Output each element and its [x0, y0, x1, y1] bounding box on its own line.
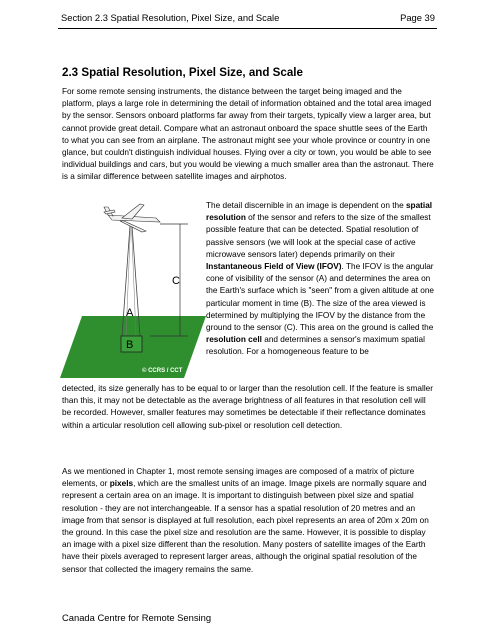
term-resolution-cell: resolution cell	[206, 335, 262, 345]
pixel-paragraph	[62, 466, 435, 576]
label-b: B	[126, 339, 134, 351]
header-page-number: Page 39	[400, 12, 435, 23]
term-ifov: Instantaneous Field of View (IFOV)	[206, 262, 342, 272]
term-spatial-resolution: spatial resolution	[206, 201, 433, 223]
text-run: The detail discernible in an image is dependent on the	[206, 201, 406, 210]
intro-paragraph: For some remote sensing instruments, the distance between the target being imaged and the platform, plays a large role in determining the detail of information obtained and the total area imaged by the sensor. Sensors onboard platforms far away from their targets, typically view a larger area, but cannot provide great detail. Compare what an astronaut onboard the space shuttle sees of the Earth to what you can see from an airplane. The astronaut might see your whole province or country in one glance, but couldn't distinguish individual houses. Flying over a city or town, you would be able to see individual buildings and cars, but you would be viewing a much smaller area than the astronaut. There is a similar difference between satellite images and airphotos.	[62, 87, 434, 182]
header-rule	[58, 28, 437, 29]
text-run: As we mentioned in Chapter 1, most remote sensing images are composed of a matrix of picture elements, or	[62, 467, 415, 489]
label-a: A	[126, 307, 134, 319]
figure-credit: © CCRS / CCT	[142, 368, 183, 374]
term-pixels: pixels	[109, 479, 134, 489]
ifov-diagram	[60, 198, 206, 388]
page-footer: Canada Centre for Remote Sensing	[62, 612, 212, 623]
section-title: 2.3 Spatial Resolution, Pixel Size, and Scale	[62, 66, 303, 79]
text-run: and determines a sensor's maximum spatial resolution. For a homogeneous feature to be	[206, 335, 425, 357]
page-header	[61, 12, 435, 26]
header-section: Section 2.3 Spatial Resolution, Pixel Size, and Scale	[61, 12, 280, 23]
text-run: of the sensor and refers to the size of the smallest possible feature that can be detected. Spatial resolution of passive sensors (we will look at the special case of active microwave sensors later) depends primarily on their	[206, 213, 431, 259]
label-c: C	[172, 275, 180, 287]
ifov-diagram-svg	[60, 198, 206, 388]
text-run: , which are the smallest units of an image. Image pixels are normally square and represent a certain area on an image. It is important to distinguish between pixel size and spatial resolution - they are not interchangeable. If a sensor has a spatial resolution of 20 metres and an image from that sensor is displayed at full resolution, each pixel represents an area of 20m x 20m on the ground. In this case the pixel size and resolution are the same. However, it is possible to display an image with a pixel size different than the resolution. Many posters of satellite images of the Earth have their pixels averaged to represent larger areas, although the original spatial resolution of the sensor that collected the imagery remains the same.	[62, 479, 429, 574]
resolution-paragraph	[206, 200, 436, 359]
text-run: . The IFOV is the angular cone of visibility of the sensor (A) and determines the area on the Earth's surface which is "seen" from a given altitude at one particular moment in time (B). The size of the area viewed is determined by multiplying the IFOV by the distance from the ground to the sensor (C). This area on the ground is called the	[206, 262, 435, 333]
resolution-paragraph-continued: detected, its size generally has to be equal to or larger than the resolution cell. If the feature is smaller than this, it may not be detectable as the average brightness of all features in that resolution cell will be recorded. However, smaller features may sometimes be detectable if their reflectance dominates within a articular resolution cell allowing sub-pixel or resolution cell detection.	[62, 384, 433, 430]
